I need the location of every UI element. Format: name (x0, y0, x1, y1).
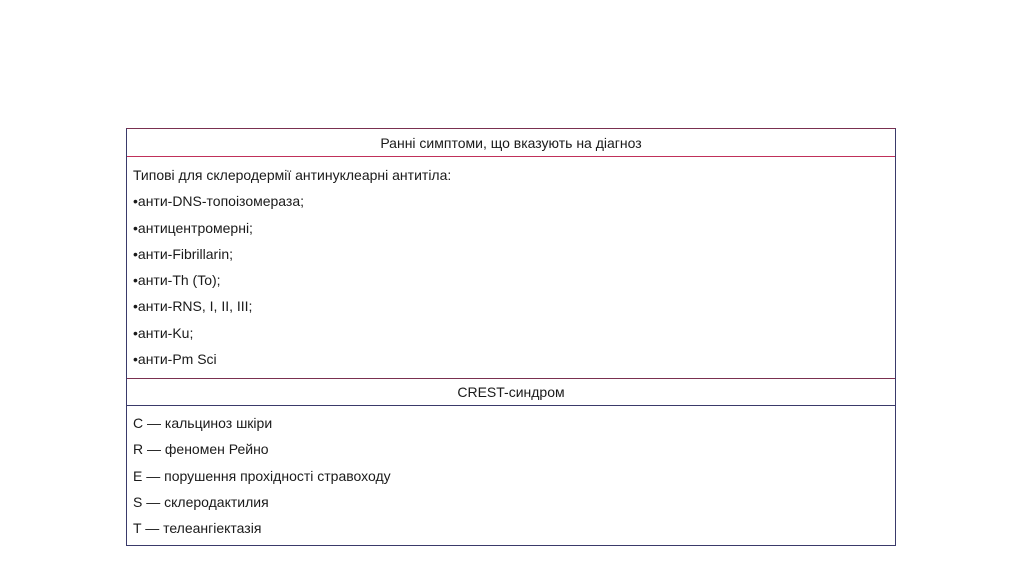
diagnosis-table (126, 128, 896, 546)
list-item: •анти-Th (To); (133, 272, 221, 289)
list-item: •анти-Ku; (133, 324, 194, 341)
header-text: Ранні симптоми, що вказують на діагноз (380, 134, 642, 151)
list-item: •анти-DNS-топоізомераза; (133, 193, 305, 210)
antibodies-cell (127, 157, 895, 378)
list-item: •анти-RNS, I, II, III; (133, 298, 253, 315)
list-item: R — феномен Рейно (133, 441, 269, 458)
table-header-early-symptoms (127, 129, 895, 157)
list-item: •анти-Fibrillarin; (133, 245, 233, 262)
table-header-crest (127, 378, 895, 406)
list-item: •антицентромерні; (133, 219, 253, 236)
list-item: E — порушення прохідності стравоходу (133, 467, 391, 484)
list-item: C — кальциноз шкіри (133, 415, 273, 431)
list-item: T — телеангіектазія (133, 520, 262, 537)
list-item: S — склеродактилия (133, 493, 269, 510)
crest-cell (127, 406, 895, 545)
list-item: •анти-Pm Sci (133, 351, 217, 368)
list-item: Типові для склеродермії антинуклеарні антитіла: (133, 167, 452, 183)
header-text: CREST-синдром (457, 384, 565, 400)
